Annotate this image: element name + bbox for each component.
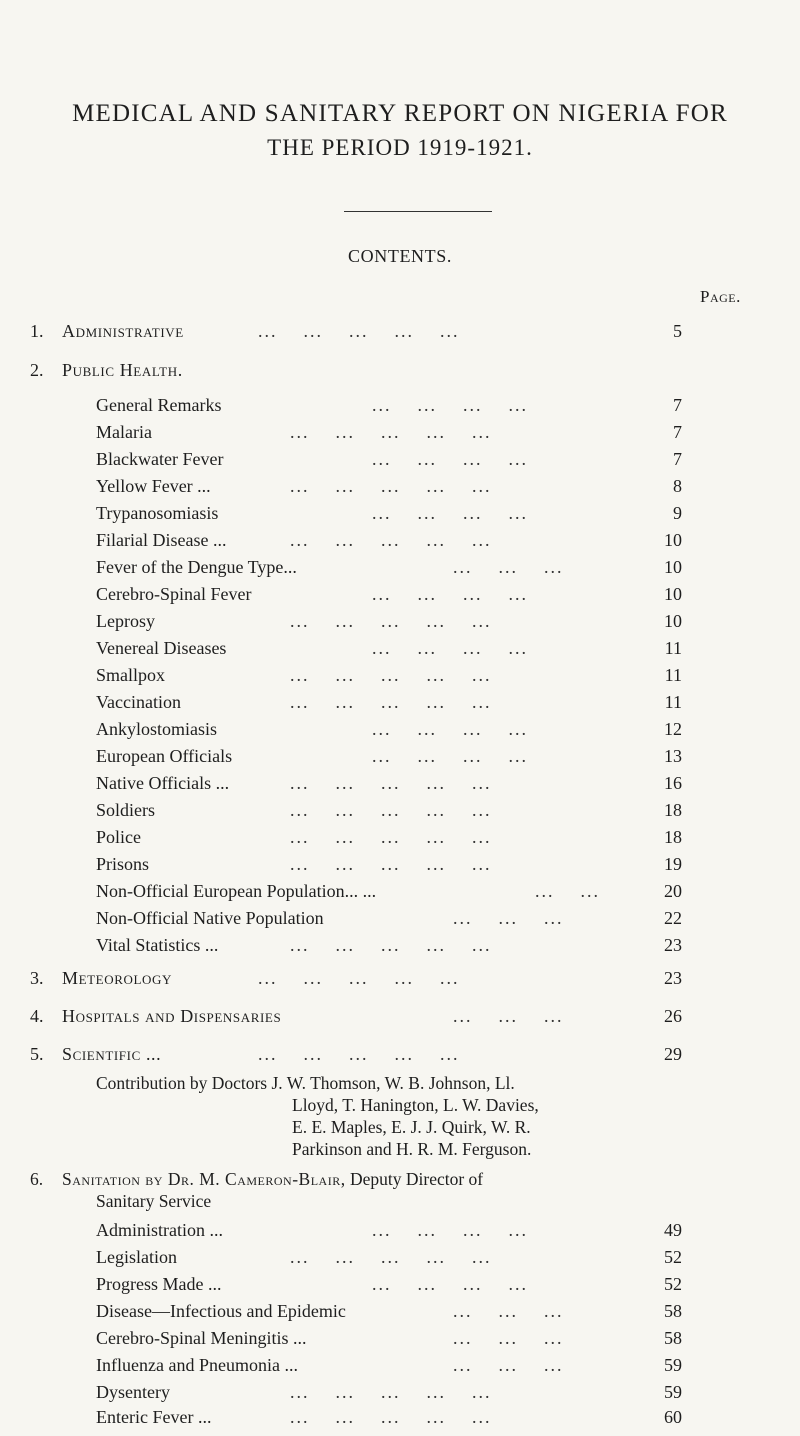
section-title-part-2: Deputy Director of (349, 1169, 484, 1189)
item-title: Trypanosomiasis (96, 503, 219, 523)
section-title (62, 1168, 483, 1190)
item-title: Vital Statistics ... (96, 935, 219, 955)
page-number: 12 (664, 719, 682, 739)
page-number: 7 (673, 422, 682, 442)
item-title: Smallpox (96, 665, 166, 685)
item-title: Cerebro-Spinal Meningitis ... (96, 1328, 307, 1348)
leader-dots: ... ... ... ... ... (290, 476, 492, 496)
leader-dots: ... ... ... (453, 1006, 564, 1026)
leader-dots: ... ... (535, 881, 600, 901)
leader-dots: ... ... ... ... ... (290, 800, 492, 820)
leader-dots: ... ... ... (453, 1301, 564, 1321)
report-title-line-2: THE PERIOD 1919-1921. (267, 135, 533, 160)
item-title: Influenza and Pneumonia ... (96, 1355, 298, 1375)
page-number: 29 (664, 1044, 682, 1064)
contributors-line-4: Parkinson and H. R. M. Ferguson. (292, 1139, 532, 1159)
toc-item (0, 908, 800, 934)
leader-dots: ... ... ... ... ... (290, 773, 492, 793)
contributors-line-2: Lloyd, T. Hanington, L. W. Davies, (292, 1095, 539, 1115)
page-number: 59 (664, 1382, 682, 1402)
toc-item (0, 665, 800, 691)
page-number: 10 (664, 611, 682, 631)
page-number: 58 (664, 1328, 682, 1348)
item-title: Native Officials ... (96, 773, 230, 793)
toc-item (0, 611, 800, 637)
page-number: 59 (664, 1355, 682, 1375)
page-number: 11 (664, 665, 682, 685)
page-number: 26 (664, 1006, 682, 1026)
leader-dots: ... ... ... (453, 1355, 564, 1375)
toc-item (0, 1407, 800, 1433)
toc-item (0, 449, 800, 475)
page-number: 49 (664, 1220, 682, 1240)
toc-item (0, 692, 800, 718)
toc-item (0, 719, 800, 745)
section-title-part-1: Sanitation by Dr. M. Cameron-Blair, (62, 1169, 346, 1189)
toc-item (0, 584, 800, 610)
item-title: Police (96, 827, 141, 847)
section-title: Hospitals and Dispensaries (62, 1006, 282, 1026)
leader-dots: ... ... ... ... ... (258, 1044, 460, 1064)
item-title: Disease—Infectious and Epidemic (96, 1301, 346, 1321)
toc-item (0, 1274, 800, 1300)
leader-dots: ... ... ... ... (372, 584, 528, 604)
section-number: 4. (30, 1006, 44, 1026)
item-title: Vaccination (96, 692, 181, 712)
page-number: 52 (664, 1247, 682, 1267)
leader-dots: ... ... ... ... (372, 719, 528, 739)
item-title: Yellow Fever ... (96, 476, 211, 496)
page-number: 7 (673, 395, 682, 415)
section-number: 5. (30, 1044, 44, 1064)
page-number: 10 (664, 584, 682, 604)
section-number: 3. (30, 968, 44, 988)
item-title: Prisons (96, 854, 150, 874)
item-title: Soldiers (96, 800, 156, 820)
page-number: 13 (664, 746, 682, 766)
toc-item (0, 773, 800, 799)
contributors-line-1: Contribution by Doctors J. W. Thomson, W. B. Johnson, Ll. (96, 1073, 515, 1093)
toc-item (0, 1355, 800, 1381)
toc-item (0, 881, 800, 907)
toc-section-1 (0, 321, 800, 347)
item-title: Malaria (96, 422, 152, 442)
item-title: Administration ... (96, 1220, 223, 1240)
item-title: Venereal Diseases (96, 638, 227, 658)
toc-item (0, 1301, 800, 1327)
toc-item (0, 530, 800, 556)
page-number: 23 (664, 935, 682, 955)
section-number: 1. (30, 321, 44, 341)
item-title: European Officials (96, 746, 233, 766)
page-number: 5 (673, 321, 682, 341)
page-number: 20 (664, 881, 682, 901)
toc-item (0, 557, 800, 583)
leader-dots: ... ... ... ... ... (290, 611, 492, 631)
page-number: 11 (664, 692, 682, 712)
toc-item (0, 800, 800, 826)
page-number: 8 (673, 476, 682, 496)
leader-dots: ... ... ... ... ... (258, 321, 460, 341)
toc-item (0, 1247, 800, 1273)
item-title: Legislation (96, 1247, 177, 1267)
leader-dots: ... ... ... ... (372, 1274, 528, 1294)
item-title: Non-Official European Population... ... (96, 881, 377, 901)
leader-dots: ... ... ... ... ... (290, 692, 492, 712)
leader-dots: ... ... ... (453, 557, 564, 577)
scientific-contributors (96, 1072, 716, 1160)
leader-dots: ... ... ... ... (372, 395, 528, 415)
item-title: Dysentery (96, 1382, 170, 1402)
contents-heading: CONTENTS. (348, 246, 452, 266)
section-number: 2. (30, 360, 44, 380)
report-title-line-1: MEDICAL AND SANITARY REPORT ON NIGERIA FOR (72, 100, 728, 127)
leader-dots: ... ... ... ... ... (290, 422, 492, 442)
page-number: 58 (664, 1301, 682, 1321)
item-title: Leprosy (96, 611, 155, 631)
toc-item (0, 476, 800, 502)
item-title: Fever of the Dengue Type... (96, 557, 297, 577)
leader-dots: ... ... ... ... ... (290, 665, 492, 685)
toc-section-5 (0, 1044, 800, 1070)
item-title: Non-Official Native Population (96, 908, 324, 928)
item-title: Ankylostomiasis (96, 719, 218, 739)
page-number: 23 (664, 968, 682, 988)
item-title: General Remarks (96, 395, 222, 415)
item-title: Enteric Fever ... (96, 1407, 212, 1427)
leader-dots: ... ... ... ... ... (258, 968, 460, 988)
toc-item (0, 746, 800, 772)
item-title: Filarial Disease ... (96, 530, 227, 550)
title-divider (344, 211, 492, 212)
toc-section-2 (0, 360, 800, 386)
leader-dots: ... ... ... ... (372, 449, 528, 469)
page-number: 9 (673, 503, 682, 523)
leader-dots: ... ... ... (453, 1328, 564, 1348)
page-number: 52 (664, 1274, 682, 1294)
item-title: Blackwater Fever (96, 449, 224, 469)
page-number: 19 (664, 854, 682, 874)
section-title: Scientific ... (62, 1044, 162, 1064)
item-title: Progress Made ... (96, 1274, 222, 1294)
toc-item (0, 1328, 800, 1354)
toc-item (0, 854, 800, 880)
leader-dots: ... ... ... ... ... (290, 1407, 492, 1427)
section-title: Administrative (62, 321, 184, 341)
section-title: Meteorology (62, 968, 172, 988)
section-title-line-2: Sanitary Service (96, 1191, 212, 1211)
page-number: 10 (664, 557, 682, 577)
leader-dots: ... ... ... ... (372, 503, 528, 523)
leader-dots: ... ... ... ... (372, 638, 528, 658)
page-number: 18 (664, 800, 682, 820)
page-number: 60 (664, 1407, 682, 1427)
toc-item (0, 1382, 800, 1408)
toc-item (0, 638, 800, 664)
section-title: Public Health. (62, 360, 183, 380)
leader-dots: ... ... ... ... (372, 1220, 528, 1240)
leader-dots: ... ... ... ... ... (290, 935, 492, 955)
leader-dots: ... ... ... ... ... (290, 854, 492, 874)
leader-dots: ... ... ... ... ... (290, 1247, 492, 1267)
toc-item (0, 935, 800, 961)
leader-dots: ... ... ... ... ... (290, 827, 492, 847)
toc-item (0, 422, 800, 448)
toc-item (0, 395, 800, 421)
section-number: 6. (30, 1169, 44, 1189)
toc-section-4 (0, 1006, 800, 1032)
item-title: Cerebro-Spinal Fever (96, 584, 252, 604)
page-number: 16 (664, 773, 682, 793)
toc-item (0, 503, 800, 529)
page-number: 10 (664, 530, 682, 550)
contributors-line-3: E. E. Maples, E. J. J. Quirk, W. R. (292, 1117, 531, 1137)
toc-item (0, 827, 800, 853)
leader-dots: ... ... ... (453, 908, 564, 928)
leader-dots: ... ... ... ... ... (290, 530, 492, 550)
toc-item (0, 1220, 800, 1246)
page-number: 22 (664, 908, 682, 928)
page-column-label: Page. (700, 287, 741, 306)
page-number: 11 (664, 638, 682, 658)
leader-dots: ... ... ... ... ... (290, 1382, 492, 1402)
page-number: 18 (664, 827, 682, 847)
leader-dots: ... ... ... ... (372, 746, 528, 766)
toc-section-3 (0, 968, 800, 994)
page-number: 7 (673, 449, 682, 469)
